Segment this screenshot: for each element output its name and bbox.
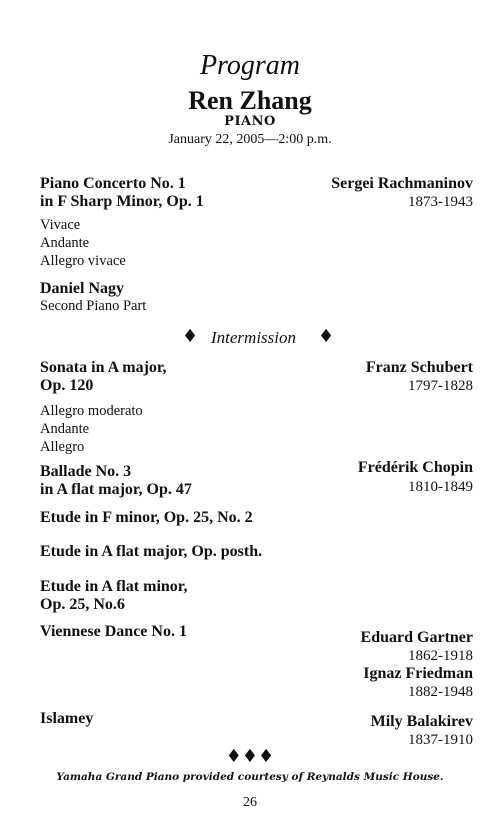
piece-subtitle: Op. 120	[40, 377, 94, 394]
composer-name: Frédérik Chopin	[357, 459, 473, 476]
composer-name: Sergei Rachmaninov	[331, 175, 473, 192]
diamond-ornament-icon: ♦	[318, 326, 335, 347]
composer-years: 1873-1943	[408, 194, 473, 210]
piece-title: Ballade No. 3	[40, 463, 132, 480]
movement: Andante	[40, 235, 90, 251]
page-number: 26	[243, 795, 257, 810]
composer-name: Ignaz Friedman	[363, 665, 473, 682]
piece-title: Islamey	[40, 710, 94, 727]
movement: Vivace	[40, 217, 81, 233]
composer-name: Mily Balakirev	[370, 713, 473, 730]
movement: Allegro vivace	[40, 253, 126, 269]
intermission-label: Intermission	[211, 328, 296, 347]
composer-years: 1810-1849	[408, 479, 473, 495]
piece-subtitle: in A flat major, Op. 47	[40, 481, 192, 498]
piece-title: Viennese Dance No. 1	[40, 623, 187, 640]
piece-title: Etude in A flat major, Op. posth.	[40, 543, 263, 560]
composer-name: Eduard Gartner	[360, 629, 473, 646]
piece-subtitle: in F Sharp Minor, Op. 1	[40, 193, 204, 210]
piece-subtitle: Op. 25, No.6	[40, 596, 125, 613]
composer-years: 1862-1918	[408, 648, 473, 664]
piece-title: Etude in A flat minor,	[40, 578, 188, 595]
concert-date: January 22, 2005—2:00 p.m.	[168, 132, 332, 147]
piece-title: Piano Concerto No. 1	[40, 175, 186, 192]
diamond-ornament-icon: ♦	[182, 326, 199, 347]
composer-years: 1882-1948	[408, 684, 473, 700]
movement: Andante	[40, 421, 90, 437]
program-title: Program	[199, 50, 301, 81]
movement: Allegro moderato	[40, 403, 143, 419]
piano-credit: Yamaha Grand Piano provided courtesy of Reynalds Music House.	[56, 771, 444, 783]
diamond-ornament-icon: ♦♦♦	[225, 746, 275, 767]
composer-name: Franz Schubert	[365, 359, 473, 376]
performer-name: Ren Zhang	[188, 86, 312, 115]
piece-title: Sonata in A major,	[40, 359, 167, 376]
composer-years: 1797-1828	[408, 378, 473, 394]
assisting-artist-name: Daniel Nagy	[40, 280, 124, 297]
piece-title: Etude in F minor, Op. 25, No. 2	[40, 509, 253, 526]
composer-years: 1837-1910	[408, 732, 473, 748]
assisting-artist-role: Second Piano Part	[40, 298, 147, 314]
instrument-label: PIANO	[224, 114, 276, 129]
movement: Allegro	[40, 439, 85, 455]
